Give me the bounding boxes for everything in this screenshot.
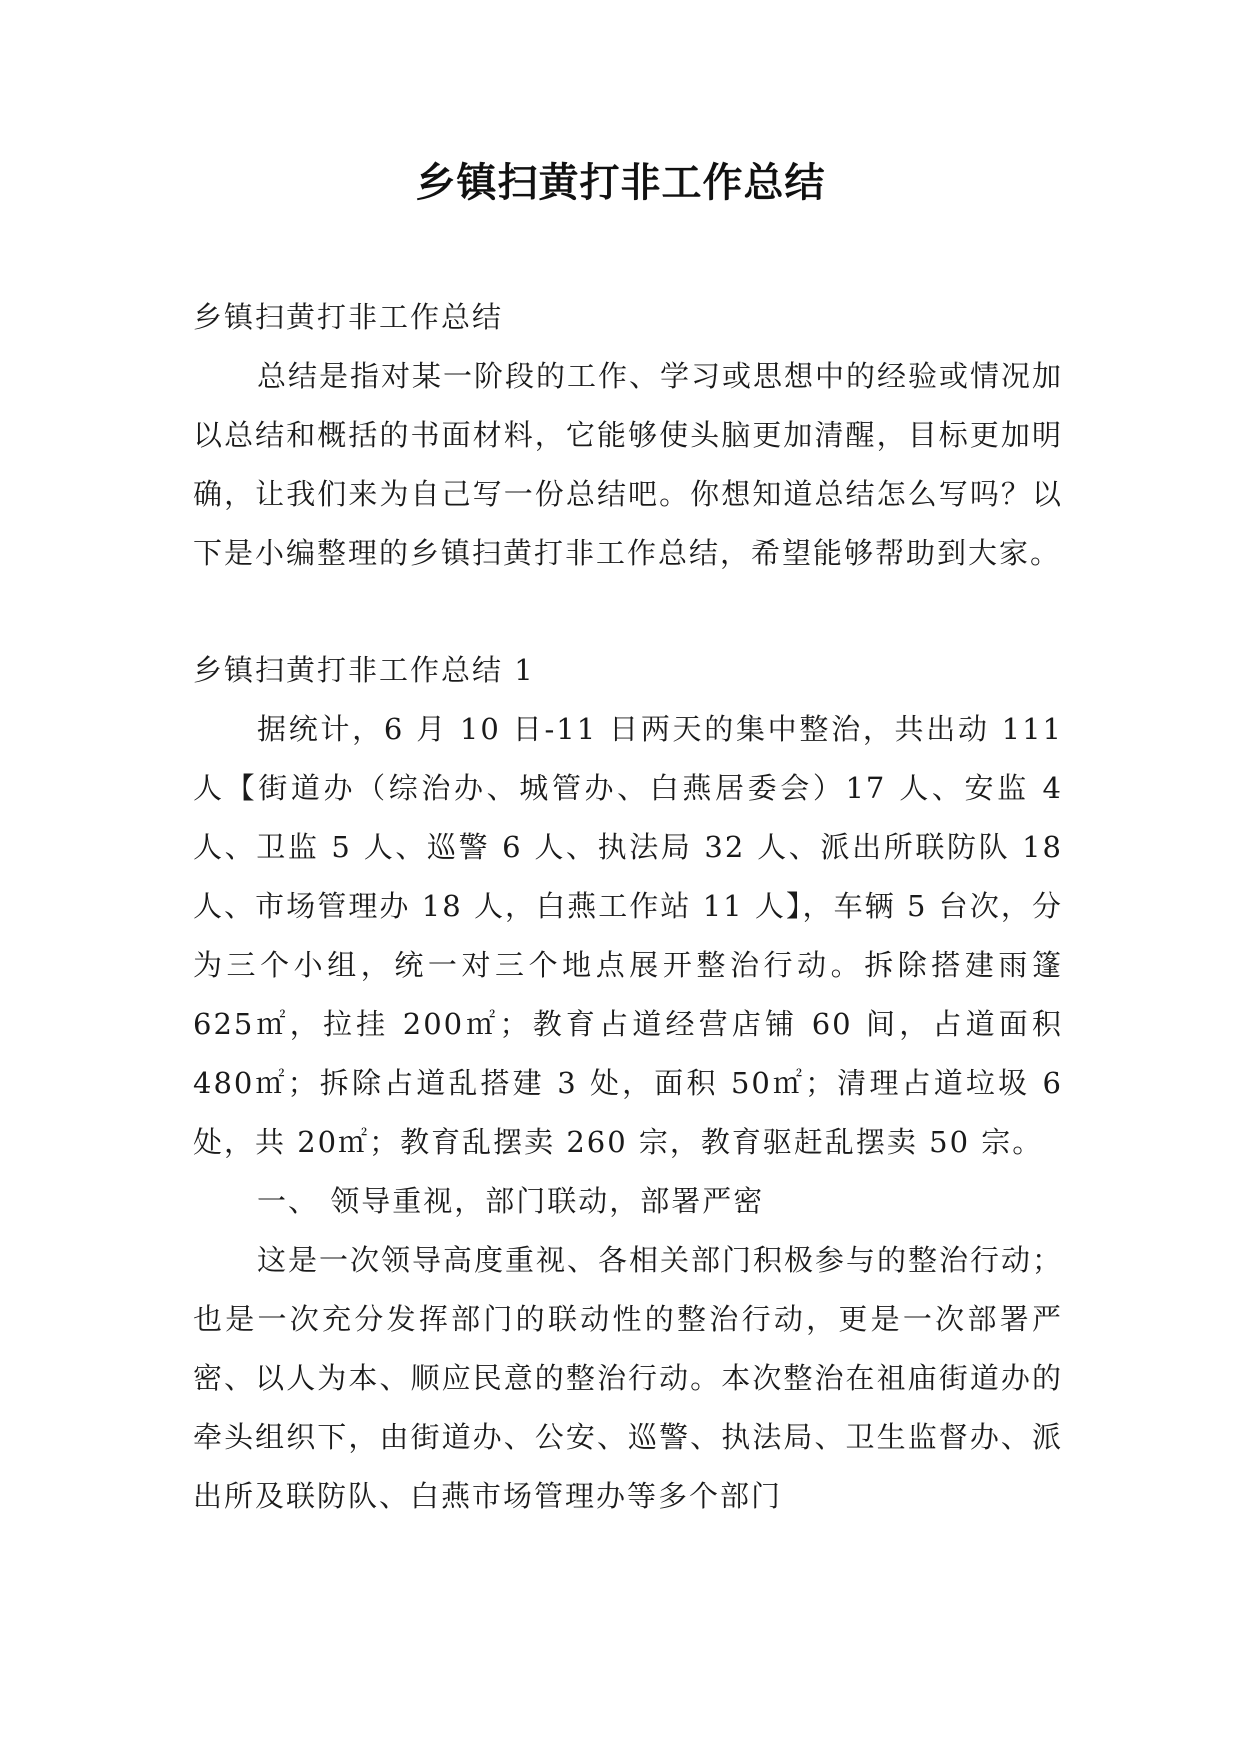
document-body: [193, 288, 1063, 1526]
point-heading: 一、 领导重视，部门联动，部署严密: [257, 1184, 765, 1218]
section-heading: 乡镇扫黄打非工作总结 1: [193, 653, 535, 687]
intro-paragraph: 总结是指对某一阶段的工作、学习或思想中的经验或情况加以总结和概括的书面材料，它能够使头脑更加清醒，目标更加明确，让我们来为自己写一份总结吧。你想知道总结怎么写吗？以下是小编整理的乡镇扫黄打非工作总结，希望能够帮助到大家。: [193, 359, 1064, 570]
body-paragraph: 这是一次领导高度重视、各相关部门积极参与的整治行动；也是一次充分发挥部门的联动性的整治行动，更是一次部署严密、以人为本、顺应民意的整治行动。本次整治在祖庙街道办的牵头组织下，由街道办、公安、巡警、执法局、卫生监督办、派出所及联防队、白燕市场管理办等多个部门: [193, 1243, 1064, 1513]
statistics-paragraph: 据统计，6 月 10 日-11 日两天的集中整治，共出动 111 人【街道办（综治办、城管办、白燕居委会）17 人、安监 4 人、卫监 5 人、巡警 6 人、执法局 32 人、派出所联防队 18 人、市场管理办 18 人，白燕工作站 11 人】，车辆 5 台次，分为三个小组，统一对三个地点展开整治行动。拆除搭建雨篷 625㎡，拉挂 200㎡；教育占道经营店铺 60 间，占道面积 480㎡；拆除占道乱搭建 3 处，面积 50㎡；清理占道垃圾 6 处，共 20㎡；教育乱摆卖 260 宗，教育驱赶乱摆卖 50 宗。: [193, 712, 1063, 1159]
document-subtitle: 乡镇扫黄打非工作总结: [193, 300, 504, 334]
document-title: 乡镇扫黄打非工作总结: [415, 160, 826, 206]
paragraph-spacer: [193, 583, 1063, 641]
